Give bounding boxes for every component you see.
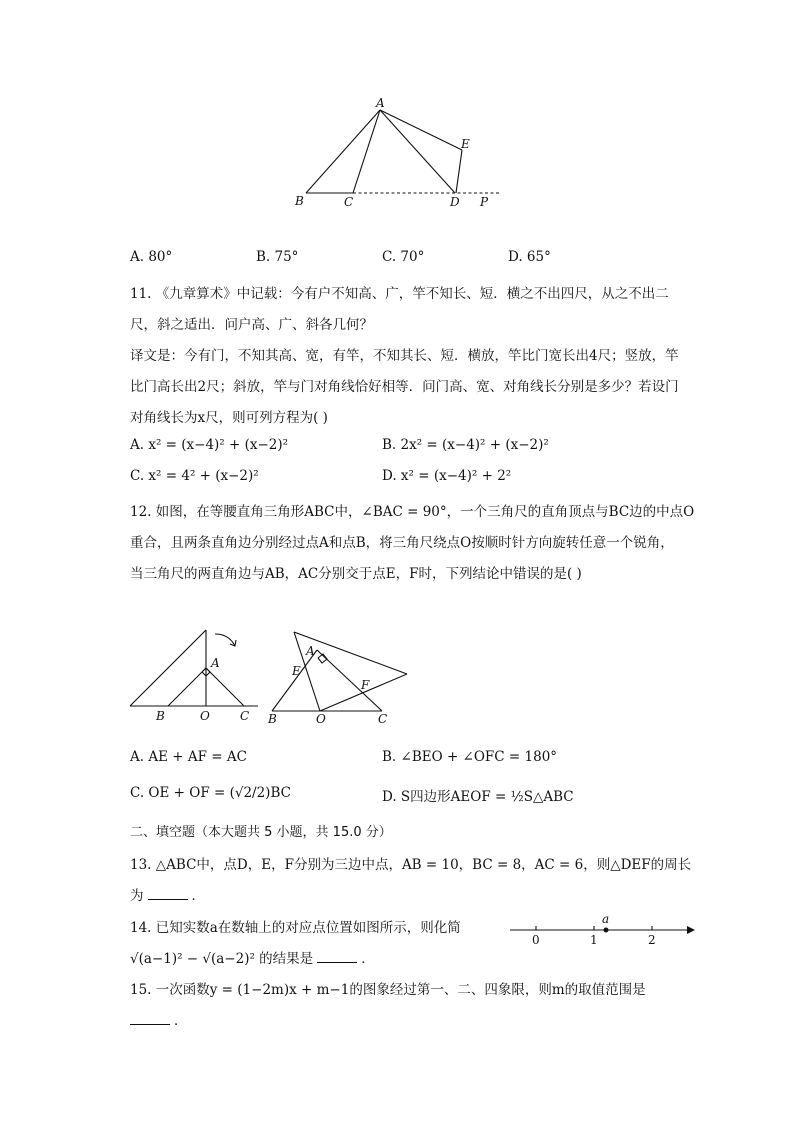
fig12l-label-A: A	[211, 656, 220, 670]
q10-option-d[interactable]: D. 65°	[508, 249, 551, 265]
q11-text-line2: 尺，斜之适出．问户高、广、斜各几何？	[130, 317, 373, 333]
fig10-label-A: A	[376, 96, 385, 110]
q14-tick-0: 0	[532, 933, 540, 947]
fig12r-label-A: A	[306, 644, 315, 658]
q14-expression: √(a−1)² − √(a−2)² 的结果是	[130, 951, 314, 967]
q15-suffix: ．	[174, 1013, 188, 1029]
q11-option-a[interactable]: A. x² = (x−4)² + (x−2)²	[130, 437, 289, 453]
fig12r-label-C: C	[378, 712, 388, 725]
q15-text-line2	[130, 1009, 188, 1029]
q12-text-line2: 重合，且两条直角边分别经过点A和点B，将三角尺绕点O按顺时针方向旋转任意一个锐角，	[130, 535, 674, 551]
q12-option-b[interactable]: B. ∠BEO + ∠OFC = 180°	[382, 749, 558, 765]
q14-tick-1: 1	[590, 933, 598, 947]
q10-option-b[interactable]: B. 75°	[256, 249, 299, 265]
q13-text-line2	[130, 884, 205, 904]
q14-answer-blank[interactable]	[317, 951, 357, 963]
q12-option-a[interactable]: A. AE + AF = AC	[130, 749, 247, 765]
q10-option-c[interactable]: C. 70°	[382, 249, 425, 265]
q11-translation-line2: 比门高长出2尺；斜放，竿与门对角线恰好相等．问门高、宽、对角线长分别是多少？若设门	[130, 379, 679, 395]
q10-option-a[interactable]: A. 80°	[130, 249, 173, 265]
fig12r-label-B: B	[268, 712, 277, 725]
q11-option-c[interactable]: C. x² = 4² + (x−2)²	[130, 468, 259, 484]
q14-point-a	[604, 928, 609, 933]
fig12l-label-C: C	[240, 709, 250, 723]
q13-text-line1: 13. △ABC中，点D，E，F分别为三边中点，AB = 10，BC = 8，AC = 6，则△DEF的周长	[130, 857, 692, 873]
q14-point-label: a	[602, 912, 610, 926]
q12-text-line1: 12. 如图，在等腰直角三角形ABC中，∠BAC = 90°，一个三角尺的直角顶点与BC边的中点O	[130, 504, 695, 520]
fig10-label-B: B	[295, 194, 304, 208]
fig12r-label-E: E	[292, 664, 301, 678]
fig10-label-C: C	[344, 195, 354, 209]
q12-option-c[interactable]: C. OE + OF = (√2/2)BC	[130, 785, 291, 801]
q13-suffix: ．	[191, 888, 205, 904]
q11-text-line1: 11. 《九章算术》中记载：今有户不知高、广，竿不知长、短．横之不出四尺，从之不出二	[130, 286, 669, 302]
q11-translation-line1: 译文是：今有门，不知其高、宽，有竿，不知其长、短．横放，竿比门宽长出4尺；竖放，竿	[130, 348, 679, 364]
q12-option-d[interactable]: D. S四边形AEOF = ½S△ABC	[382, 789, 574, 805]
q11-translation-line3: 对角线长为x尺，则可列方程为( )	[130, 410, 328, 426]
q14-text-line2	[130, 947, 375, 967]
fig12l-label-B: B	[156, 709, 165, 723]
q14-tick-2: 2	[648, 933, 656, 947]
q15-answer-blank[interactable]	[130, 1013, 170, 1025]
fig10-label-D: D	[450, 195, 460, 209]
q11-option-d[interactable]: D. x² = (x−4)² + 2²	[382, 468, 512, 484]
fig10-label-E: E	[461, 137, 470, 151]
q12-figure-right	[262, 625, 412, 725]
q13-prefix: 为	[130, 888, 144, 904]
q12-text-line3: 当三角尺的两直角边与AB，AC分别交于点E，F时，下列结论中错误的是( )	[130, 566, 582, 582]
q15-text-line1: 15. 一次函数y = (1−2m)x + m−1的图象经过第一、二、四象限，则m的取值范围是	[130, 982, 646, 998]
q10-figure	[290, 95, 510, 210]
q13-answer-blank[interactable]	[148, 888, 188, 900]
q11-option-b[interactable]: B. 2x² = (x−4)² + (x−2)²	[382, 437, 549, 453]
fig10-label-P: P	[480, 195, 489, 209]
q12-figure-left	[125, 620, 265, 725]
q14-suffix: ．	[361, 951, 375, 967]
q14-text-line1: 14. 已知实数a在数轴上的对应点位置如图所示，则化简	[130, 920, 461, 936]
fig12r-label-O: O	[316, 712, 326, 725]
section-fill-in-heading: 二、填空题（本大题共 5 小题，共 15.0 分）	[130, 825, 392, 840]
fig12r-label-F: F	[361, 678, 370, 692]
fig12l-label-O: O	[200, 709, 210, 723]
q14-number-line	[505, 910, 695, 950]
